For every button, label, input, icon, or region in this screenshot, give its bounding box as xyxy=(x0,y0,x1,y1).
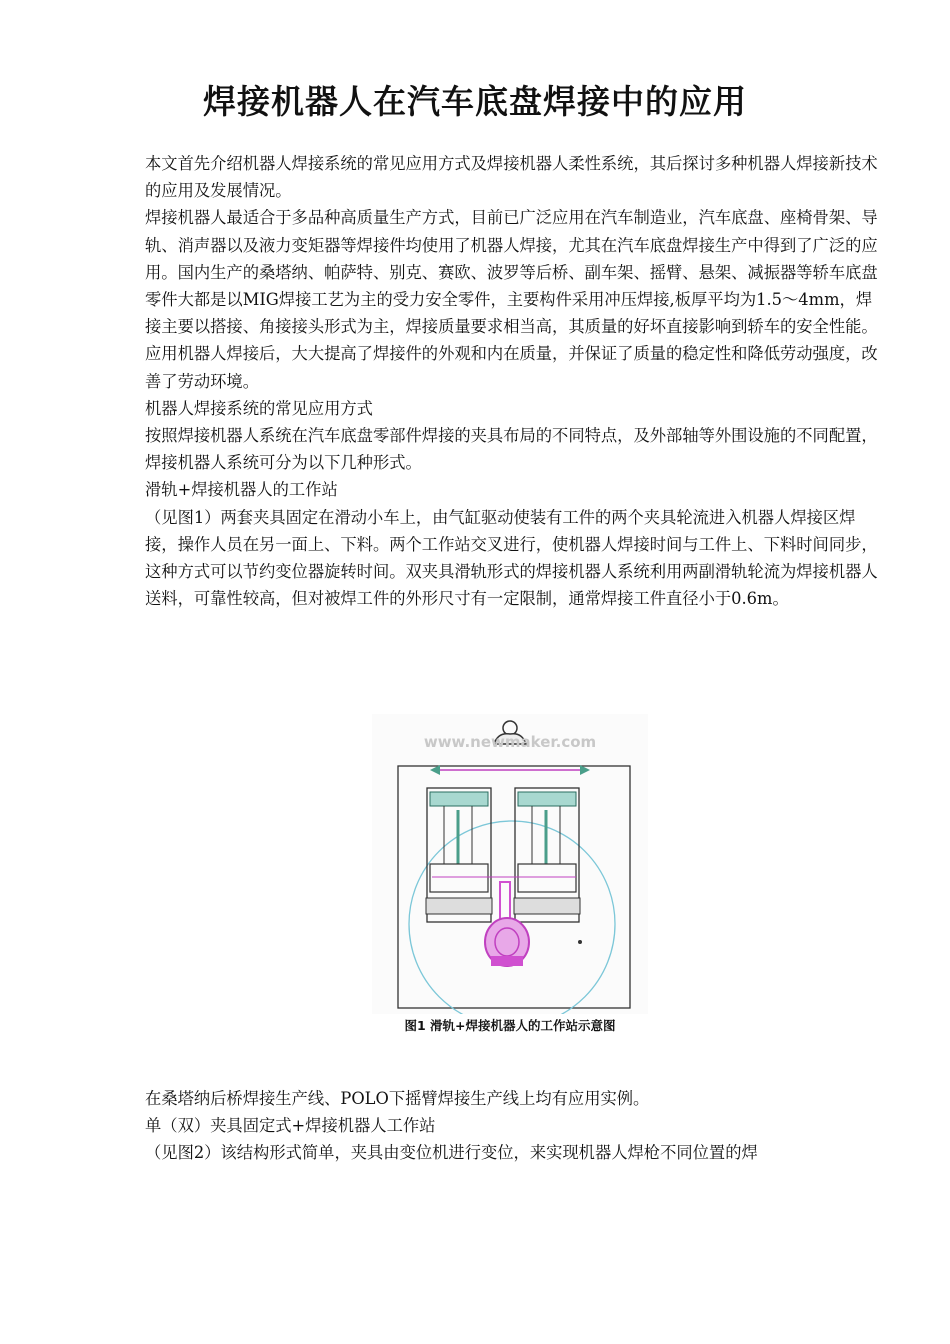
document-title: 焊接机器人在汽车底盘焊接中的应用 xyxy=(203,82,747,121)
paragraph-forms: 按照焊接机器人系统在汽车底盘零部件焊接的夹具布局的不同特点，及外部轴等外围设施的不同配置，焊接机器人系统可分为以下几种形式。 xyxy=(145,426,878,473)
workstation-diagram xyxy=(372,714,648,1014)
heading-slide-rail-station: 滑轨+焊接机器人的工作站 xyxy=(145,480,338,500)
paragraph-examples: 在桑塔纳后桥焊接生产线、POLO下摇臂焊接生产线上均有应用实例。 xyxy=(145,1089,650,1108)
paragraph-figure1-desc: （见图1）两套夹具固定在滑动小车上，由气缸驱动使装有工件的两个夹具轮流进入机器人焊接区焊接，操作人员在另一面上、下料。两个工作站交叉进行，使机器人焊接时间与工件上、下料时间同步，这种方式可以节约变位器旋转时间。双夹具滑轨形式的焊接机器人系统利用两副滑轨轮流为焊接机器人送料，可靠性较高，但对被焊工件的外形尺寸有一定限制，通常焊接工件直径小于0.6m。 xyxy=(145,507,878,609)
paragraph-figure2-desc: （见图2）该结构形式简单，夹具由变位机进行变位，来实现机器人焊枪不同位置的焊 xyxy=(145,1143,758,1163)
heading-common-methods: 机器人焊接系统的常见应用方式 xyxy=(145,398,373,418)
figure-1-diagram xyxy=(372,714,648,1014)
paragraph-application: 焊接机器人最适合于多品种高质量生产方式，目前已广泛应用在汽车制造业，汽车底盘、座椅骨架、导轨、消声器以及液力变矩器等焊接件均使用了机器人焊接，尤其在汽车底盘焊接生产中得到了广泛的应用。国内生产的桑塔纳、帕萨特、别克、赛欧、波罗等后桥、副车架、摇臂、悬架、减振器等轿车底盘零件大都是以MIG焊接工艺为主的受力安全零件，主要构件采用冲压焊接,板厚平均为1.5～4mm，焊接主要以搭接、角接接头形式为主，焊接质量要求相当高，其质量的好坏直接影响到轿车的安全性能。应用机器人焊接后，大大提高了焊接件的外观和内在质量，并保证了质量的稳定性和降低劳动强度，改善了劳动环境。 xyxy=(145,208,878,391)
heading-fixed-fixture-station: 单（双）夹具固定式+焊接机器人工作站 xyxy=(145,1116,436,1136)
figure-1-caption: 图1 滑轨+焊接机器人的工作站示意图 xyxy=(404,1018,616,1033)
body-text-bottom xyxy=(145,1085,885,1167)
watermark-text: www.newmaker.com xyxy=(423,733,597,751)
paragraph-intro: 本文首先介绍机器人焊接系统的常见应用方式及焊接机器人柔性系统，其后探讨多种机器人焊接新技术的应用及发展情况。 xyxy=(145,154,878,201)
body-text-top xyxy=(145,150,885,612)
